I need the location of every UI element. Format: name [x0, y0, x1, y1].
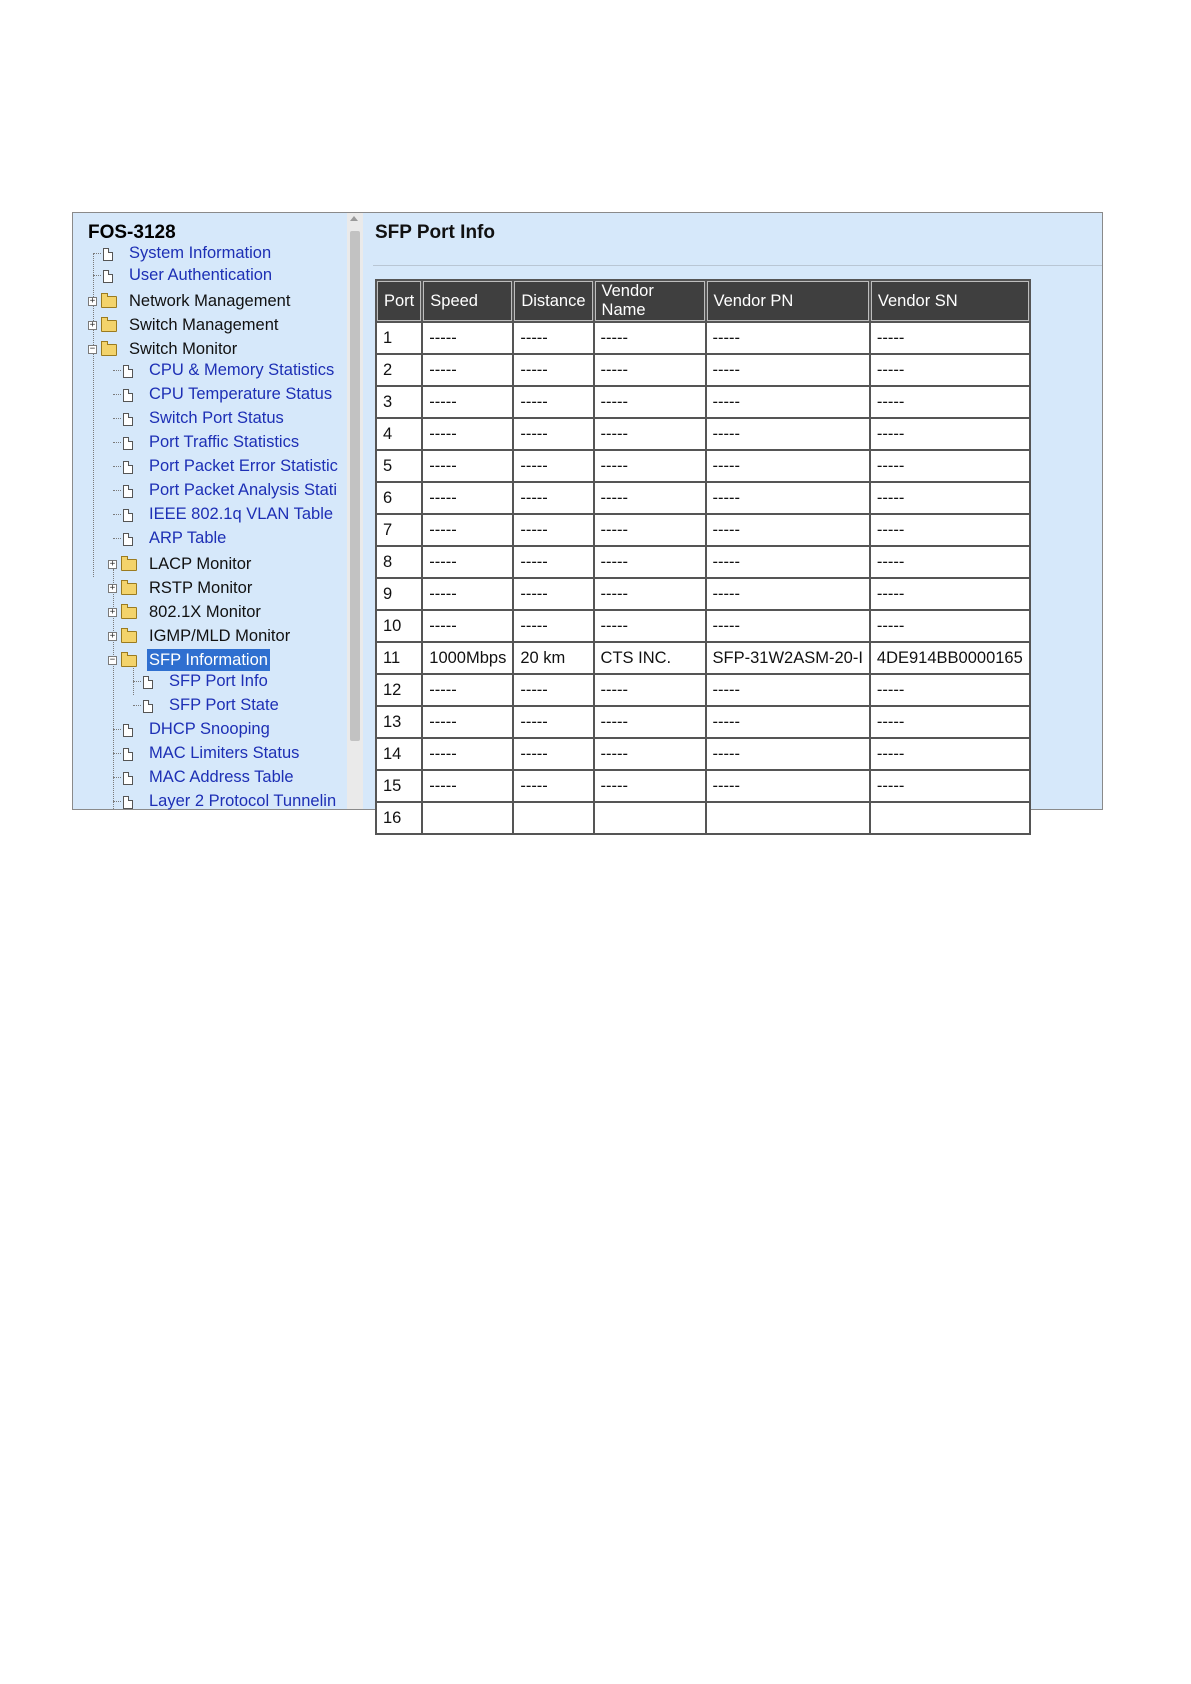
folder-icon: [101, 320, 117, 332]
collapse-minus-icon[interactable]: −: [109, 655, 116, 665]
table-cell: -----: [707, 707, 869, 737]
table-cell: -----: [423, 547, 512, 577]
table-cell: 16: [377, 803, 421, 833]
table-cell: -----: [423, 515, 512, 545]
title-divider: [373, 265, 1102, 266]
table-cell: -----: [514, 451, 592, 481]
table-cell: -----: [871, 387, 1029, 417]
table-cell: -----: [423, 771, 512, 801]
table-cell: -----: [707, 387, 869, 417]
table-cell: -----: [707, 483, 869, 513]
table-cell: 4DE914BB0000165: [871, 643, 1029, 673]
table-cell: -----: [707, 515, 869, 545]
table-cell: CTS INC.: [595, 643, 705, 673]
table-cell: -----: [595, 611, 705, 641]
table-cell: -----: [423, 739, 512, 769]
table-cell: -----: [707, 323, 869, 353]
sidebar-tree: [73, 213, 347, 809]
table-row: [377, 515, 1029, 545]
open-folder-icon: [121, 655, 137, 667]
table-cell: -----: [707, 611, 869, 641]
table-cell: -----: [423, 323, 512, 353]
table-cell: -----: [423, 483, 512, 513]
table-cell: -----: [707, 547, 869, 577]
table-cell: -----: [707, 419, 869, 449]
sidebar-item-port-packet-analysis[interactable]: Port Packet Analysis Stati: [73, 479, 339, 501]
table-cell: -----: [514, 419, 592, 449]
table-cell: -----: [871, 547, 1029, 577]
table-cell: -----: [595, 675, 705, 705]
table-cell: 4: [377, 419, 421, 449]
table-row: [377, 419, 1029, 449]
table-cell: -----: [514, 611, 592, 641]
table-row: [377, 771, 1029, 801]
table-cell: 10: [377, 611, 421, 641]
page-icon: [143, 676, 153, 689]
sidebar-item-switch-port-status[interactable]: Switch Port Status: [73, 407, 286, 429]
table-row: [377, 355, 1029, 385]
table-cell: -----: [595, 739, 705, 769]
page-icon: [123, 772, 133, 785]
collapse-minus-icon[interactable]: −: [89, 344, 96, 354]
expand-plus-icon[interactable]: +: [109, 559, 116, 569]
page-icon: [123, 796, 133, 809]
sidebar-item-arp-table[interactable]: ARP Table: [73, 527, 228, 549]
table-cell: [514, 803, 592, 833]
table-cell: 1: [377, 323, 421, 353]
sidebar-folder-switch-monitor[interactable]: − Switch Monitor: [89, 340, 238, 358]
sidebar-folder-lacp-monitor[interactable]: + LACP Monitor: [109, 555, 252, 573]
table-cell: 8: [377, 547, 421, 577]
table-row: [377, 643, 1029, 673]
expand-plus-icon[interactable]: +: [89, 320, 96, 330]
table-cell: -----: [423, 579, 512, 609]
table-cell: -----: [514, 579, 592, 609]
sidebar-item-mac-address-table[interactable]: MAC Address Table: [73, 766, 296, 788]
table-cell: 2: [377, 355, 421, 385]
table-row: [377, 803, 1029, 833]
table-cell: -----: [423, 355, 512, 385]
page-icon: [123, 389, 133, 402]
table-row: [377, 739, 1029, 769]
table-cell: -----: [871, 451, 1029, 481]
column-header: Vendor PN: [707, 281, 869, 321]
table-cell: -----: [871, 515, 1029, 545]
page-icon: [103, 270, 113, 283]
table-cell: -----: [514, 323, 592, 353]
table-cell: -----: [595, 579, 705, 609]
page-icon: [123, 413, 133, 426]
web-ui-window: [72, 212, 1103, 827]
table-cell: -----: [514, 387, 592, 417]
page-title: SFP Port Info: [375, 222, 495, 243]
table-cell: [423, 803, 512, 833]
table-cell: -----: [707, 355, 869, 385]
table-cell: 3: [377, 387, 421, 417]
table-cell: -----: [595, 515, 705, 545]
table-row: [377, 707, 1029, 737]
table-cell: -----: [423, 675, 512, 705]
sfp-port-info-table: [375, 279, 1031, 835]
table-row: [377, 547, 1029, 577]
folder-icon: [121, 607, 137, 619]
page-icon: [103, 248, 113, 261]
table-cell: -----: [423, 387, 512, 417]
sidebar-folder-igmp-mld-monitor[interactable]: + IGMP/MLD Monitor: [109, 627, 291, 645]
main-content: [363, 213, 1102, 827]
sidebar-folder-rstp-monitor[interactable]: + RSTP Monitor: [109, 579, 253, 597]
expand-plus-icon[interactable]: +: [89, 296, 96, 306]
table-row: [377, 323, 1029, 353]
table-cell: -----: [871, 771, 1029, 801]
table-cell: -----: [707, 771, 869, 801]
expand-plus-icon[interactable]: +: [109, 631, 116, 641]
table-row: [377, 387, 1029, 417]
table-cell: -----: [871, 483, 1029, 513]
page-icon: [123, 533, 133, 546]
table-cell: 15: [377, 771, 421, 801]
table-cell: -----: [514, 707, 592, 737]
table-cell: [595, 803, 705, 833]
table-cell: SFP-31W2ASM-20-I: [707, 643, 869, 673]
table-cell: -----: [595, 547, 705, 577]
page-icon: [123, 485, 133, 498]
sidebar-scrollbar[interactable]: [347, 213, 363, 809]
table-cell: -----: [871, 323, 1029, 353]
folder-icon: [121, 559, 137, 571]
table-cell: 1000Mbps: [423, 643, 512, 673]
table-row: [377, 675, 1029, 705]
table-cell: -----: [595, 419, 705, 449]
table-body: [377, 323, 1029, 833]
table-cell: 7: [377, 515, 421, 545]
table-cell: -----: [514, 771, 592, 801]
table-cell: -----: [595, 707, 705, 737]
table-cell: -----: [423, 707, 512, 737]
table-cell: -----: [707, 451, 869, 481]
sidebar-item-user-authentication[interactable]: User Authentication: [73, 264, 274, 286]
sidebar-item-layer2-protocol-tunneling[interactable]: Layer 2 Protocol Tunnelin: [73, 790, 338, 812]
table-cell: -----: [871, 579, 1029, 609]
app-title: FOS-3128: [88, 222, 176, 243]
table-cell: -----: [514, 675, 592, 705]
sidebar-folder-network-management[interactable]: + Network Management: [89, 292, 291, 310]
scrollbar-thumb[interactable]: [350, 231, 360, 741]
table-cell: -----: [423, 419, 512, 449]
table-cell: -----: [707, 579, 869, 609]
table-row: [377, 483, 1029, 513]
table-cell: 12: [377, 675, 421, 705]
folder-icon: [121, 631, 137, 643]
table-row: [377, 451, 1029, 481]
table-cell: -----: [871, 419, 1029, 449]
table-cell: 20 km: [514, 643, 592, 673]
table-cell: -----: [595, 355, 705, 385]
page-icon: [123, 437, 133, 450]
folder-icon: [121, 583, 137, 595]
column-header: Vendor Name: [595, 281, 705, 321]
table-cell: -----: [514, 355, 592, 385]
column-header: Vendor SN: [871, 281, 1029, 321]
table-cell: -----: [423, 451, 512, 481]
page-icon: [123, 724, 133, 737]
page-icon: [123, 748, 133, 761]
column-header: Port: [377, 281, 421, 321]
page-icon: [123, 461, 133, 474]
sidebar-folder-switch-management[interactable]: + Switch Management: [89, 316, 279, 334]
table-cell: 6: [377, 483, 421, 513]
folder-icon: [101, 296, 117, 308]
sidebar-item-system-information[interactable]: System Information: [73, 242, 273, 264]
sidebar-item-port-packet-error-statistic[interactable]: Port Packet Error Statistic: [73, 455, 340, 477]
page-icon: [123, 365, 133, 378]
sidebar-item-dhcp-snooping[interactable]: DHCP Snooping: [73, 718, 272, 740]
table-cell: -----: [871, 739, 1029, 769]
sidebar-item-sfp-port-state[interactable]: SFP Port State: [73, 694, 281, 716]
table-cell: -----: [514, 547, 592, 577]
column-header: Distance: [514, 281, 592, 321]
table-row: [377, 611, 1029, 641]
table-cell: 9: [377, 579, 421, 609]
table-cell: [707, 803, 869, 833]
sidebar-item-cpu-temperature-status[interactable]: CPU Temperature Status: [73, 383, 334, 405]
table-cell: -----: [871, 611, 1029, 641]
page-icon: [123, 509, 133, 522]
table-cell: -----: [514, 483, 592, 513]
table-cell: -----: [871, 355, 1029, 385]
sidebar-item-vlan-table[interactable]: IEEE 802.1q VLAN Table: [73, 503, 335, 525]
sidebar-item-mac-limiters-status[interactable]: MAC Limiters Status: [73, 742, 301, 764]
scroll-up-arrow-icon[interactable]: [350, 216, 358, 221]
table-cell: 14: [377, 739, 421, 769]
page-icon: [143, 700, 153, 713]
sidebar-folder-sfp-information[interactable]: − SFP Information: [109, 651, 268, 669]
open-folder-icon: [101, 344, 117, 356]
expand-plus-icon[interactable]: +: [109, 607, 116, 617]
table-cell: -----: [514, 739, 592, 769]
expand-plus-icon[interactable]: +: [109, 583, 116, 593]
table-cell: -----: [595, 483, 705, 513]
table-cell: 11: [377, 643, 421, 673]
sidebar-item-port-traffic-statistics[interactable]: Port Traffic Statistics: [73, 431, 301, 453]
table-cell: -----: [514, 515, 592, 545]
table-cell: -----: [423, 611, 512, 641]
table-cell: 13: [377, 707, 421, 737]
table-row: [377, 579, 1029, 609]
table-cell: -----: [707, 739, 869, 769]
sidebar-item-sfp-port-info[interactable]: SFP Port Info: [73, 670, 270, 692]
column-header: Speed: [423, 281, 512, 321]
table-cell: -----: [595, 451, 705, 481]
table-cell: [871, 803, 1029, 833]
table-cell: -----: [707, 675, 869, 705]
table-cell: -----: [871, 675, 1029, 705]
table-cell: -----: [595, 771, 705, 801]
sidebar-folder-8021x-monitor[interactable]: + 802.1X Monitor: [109, 603, 261, 621]
sidebar-item-cpu-memory-statistics[interactable]: CPU & Memory Statistics: [73, 359, 336, 381]
table-cell: -----: [595, 387, 705, 417]
table-header-row: [377, 281, 1029, 321]
table-cell: 5: [377, 451, 421, 481]
table-cell: -----: [871, 707, 1029, 737]
table-cell: -----: [595, 323, 705, 353]
